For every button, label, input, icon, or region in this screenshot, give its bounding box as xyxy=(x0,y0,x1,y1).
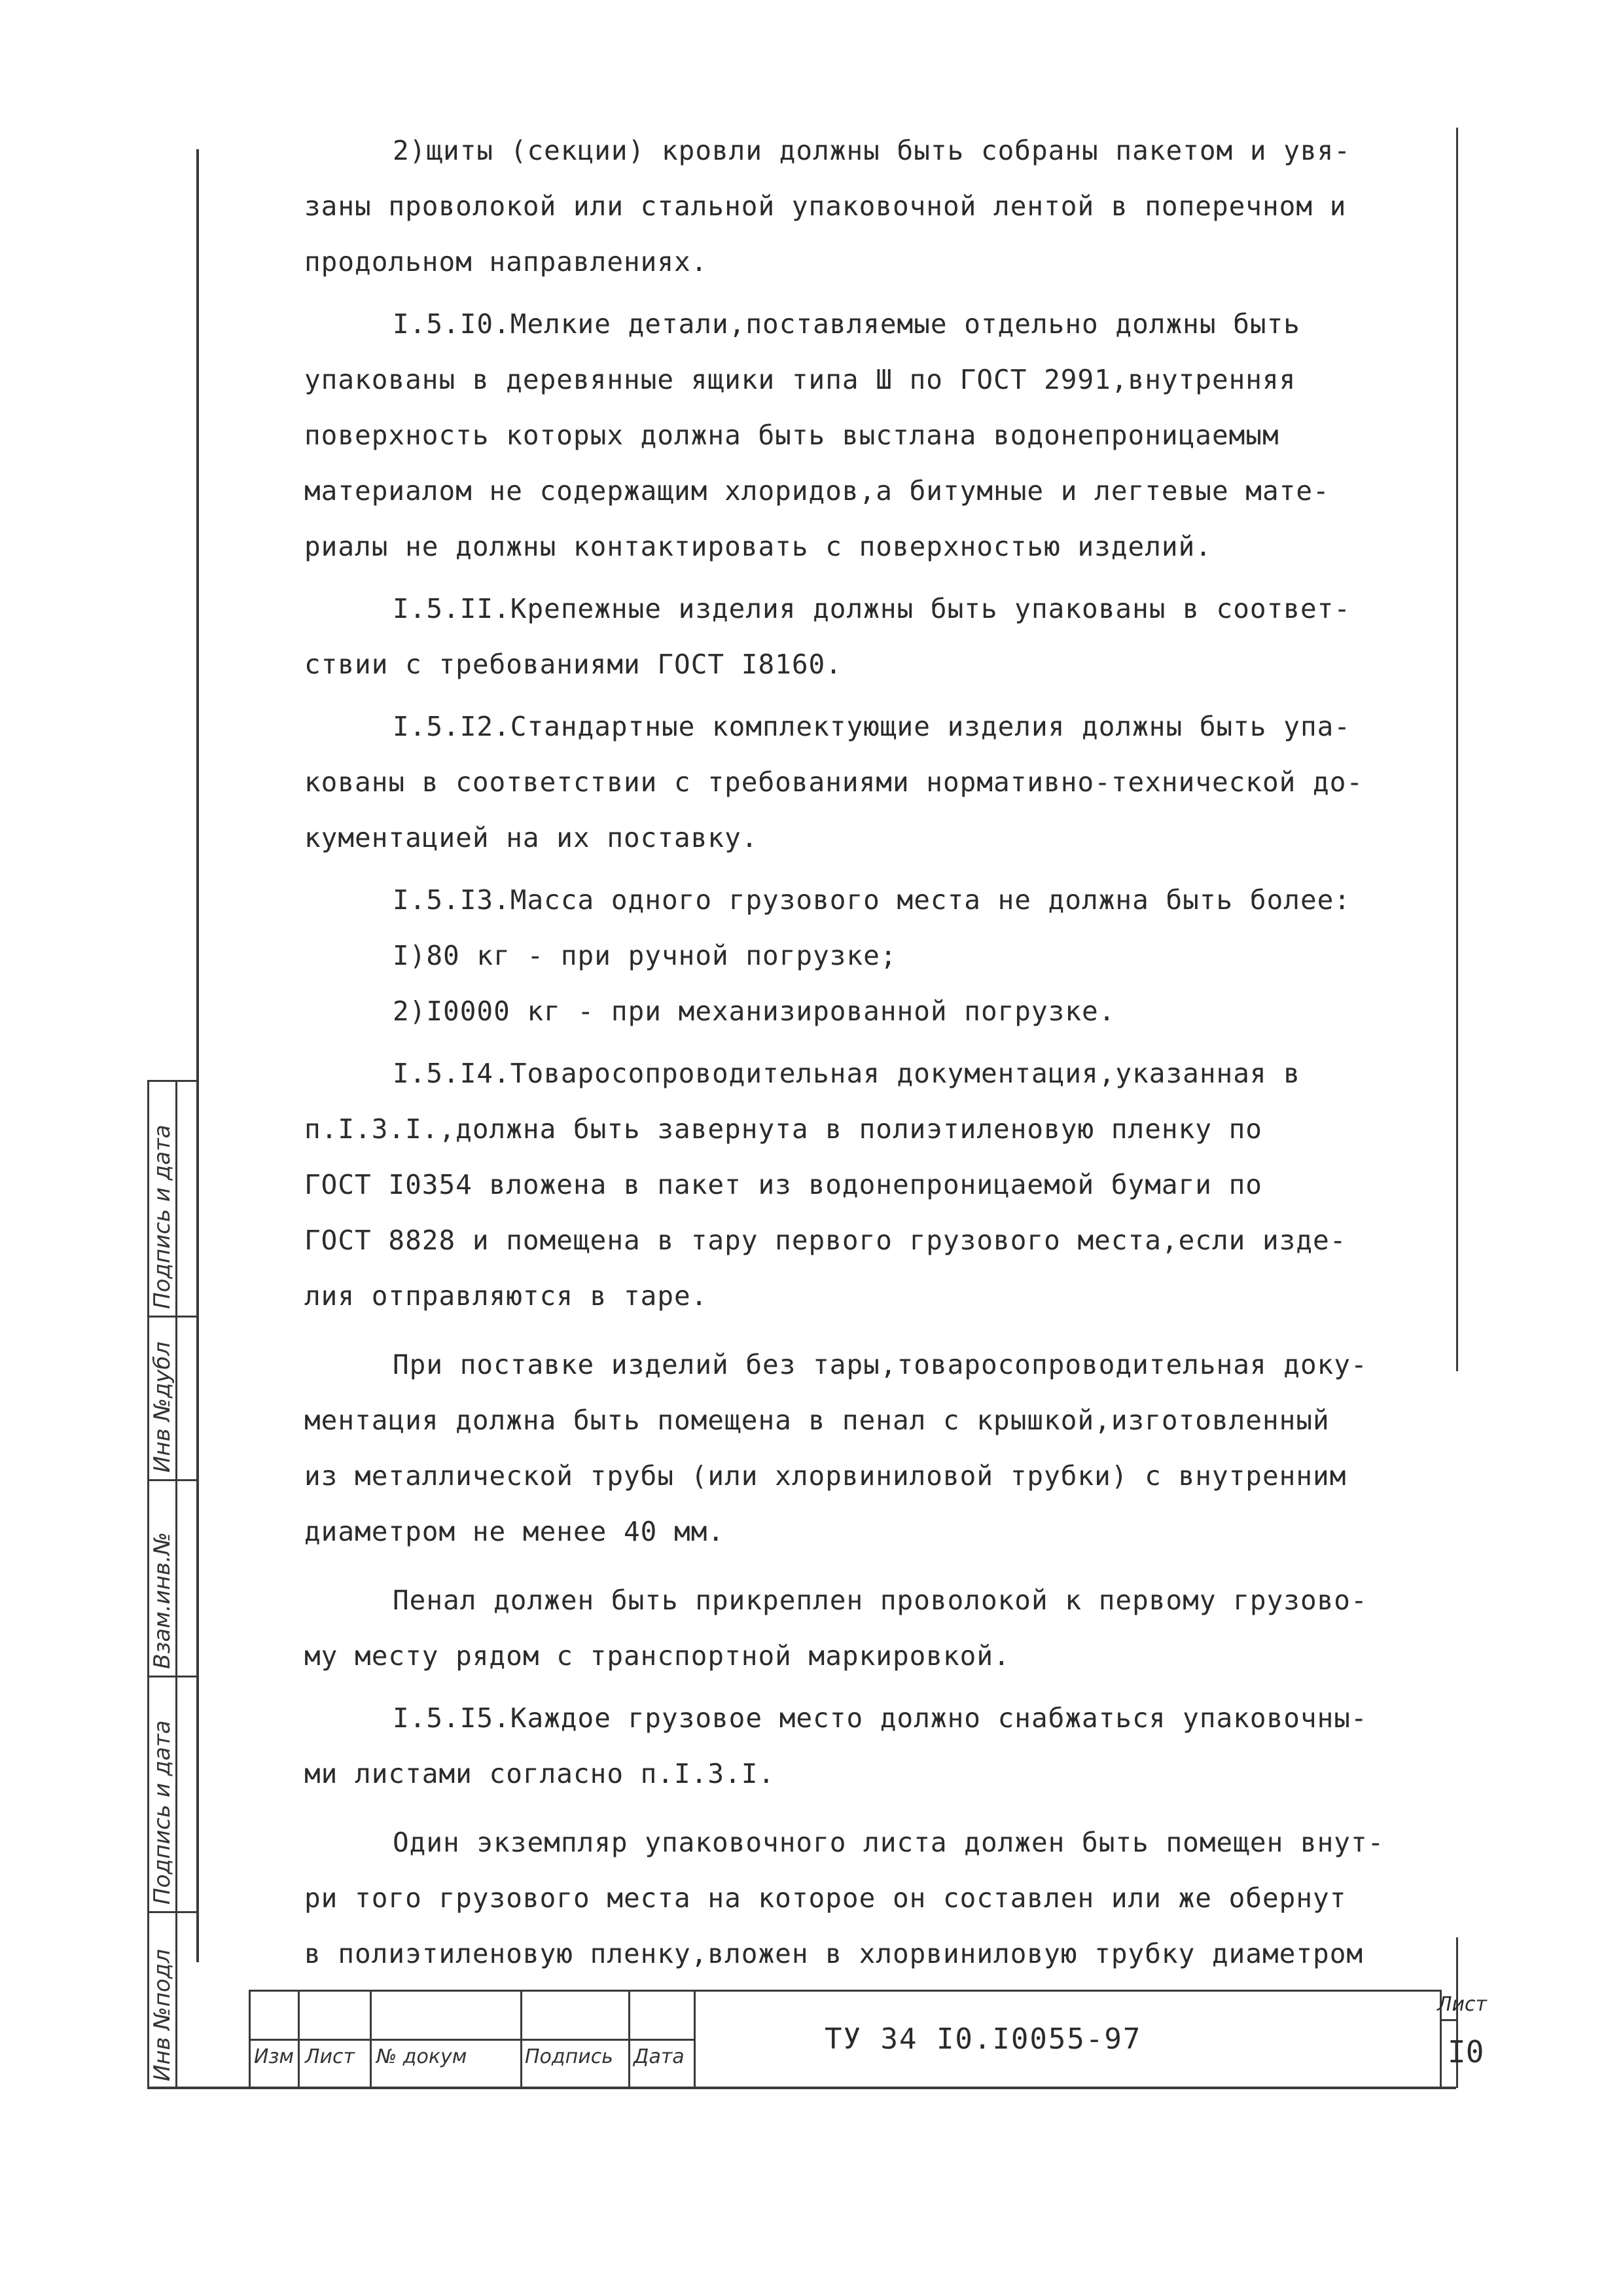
text-line: кументацией на их поставку. xyxy=(304,822,758,853)
text-line: ри того грузового места на которое он составлен или же обернут xyxy=(304,1882,1347,1914)
text-line: продольном направлениях. xyxy=(304,246,708,278)
text-line: п.I.3.I.,должна быть завернута в полиэтиленовую пленку по xyxy=(304,1113,1262,1145)
frame-left-line xyxy=(196,149,199,1962)
title-block-col xyxy=(520,1990,522,2088)
title-block-col xyxy=(628,1990,630,2088)
text-line: Пенал должен быть прикреплен проволокой к первому грузово- xyxy=(393,1585,1368,1616)
text-line: ГОСТ I0354 вложена в пакет из водонепроницаемой бумаги по xyxy=(304,1169,1262,1200)
document-code: ТУ 34 I0.I0055-97 xyxy=(825,2022,1142,2056)
side-label-inv-orig: Инв №подл xyxy=(149,1948,175,2081)
title-block-col xyxy=(694,1990,696,2088)
text-line: ментация должна быть помещена в пенал с крышкой,изготовленный xyxy=(304,1405,1330,1436)
text-line: риалы не должны контактировать с поверхностью изделий. xyxy=(304,531,1212,562)
text-line: упакованы в деревянные ящики типа Ш по ГОСТ 2991,внутренняя xyxy=(304,364,1296,395)
sheet-number: I0 xyxy=(1448,2034,1484,2070)
side-stamp-divider xyxy=(147,1676,198,1677)
text-line: I.5.I4.Товаросопроводительная документация,указанная в xyxy=(393,1058,1300,1089)
side-stamp-top xyxy=(147,1080,198,1082)
text-line: 2)I0000 кг - при механизированной погрузке. xyxy=(393,996,1116,1027)
text-line: I.5.I3.Масса одного грузового места не должна быть более: xyxy=(393,884,1351,916)
title-block-col xyxy=(370,1990,372,2088)
side-stamp-divider xyxy=(147,1479,198,1481)
text-line: I.5.I0.Мелкие детали,поставляемые отдельно должны быть xyxy=(393,308,1300,340)
side-label-sign-date-2: Подпись и дата xyxy=(149,1124,175,1309)
title-block-top xyxy=(249,1990,1440,1992)
side-label-inv-dup: Инв №дубл xyxy=(149,1341,175,1473)
text-line: в полиэтиленовую пленку,вложен в хлорвиниловую трубку диаметром xyxy=(304,1938,1364,1969)
side-stamp-divider xyxy=(147,1316,198,1318)
side-label-sign-date-1: Подпись и дата xyxy=(149,1720,175,1905)
side-label-replace-inv: Взам.инв.№ xyxy=(149,1532,175,1669)
text-line: 2)щиты (секции) кровли должны быть собраны пакетом и увя- xyxy=(393,135,1351,166)
frame-right-line xyxy=(1456,128,1458,1371)
title-block-col xyxy=(249,1990,251,2088)
col-sheet-label: Лист xyxy=(305,2045,355,2068)
side-stamp-inner xyxy=(175,1080,177,2088)
title-block-mid xyxy=(249,2039,694,2041)
text-line: При поставке изделий без тары,товаросопроводительная доку- xyxy=(393,1349,1368,1380)
text-line: лия отправляются в таре. xyxy=(304,1280,708,1312)
col-date-label: Дата xyxy=(633,2045,685,2068)
side-stamp-divider xyxy=(147,1911,198,1913)
text-line: ми листами согласно п.I.3.I. xyxy=(304,1758,776,1789)
sheet-label: Лист xyxy=(1437,1993,1488,2016)
text-line: поверхность которых должна быть выстлана водонепроницаемым xyxy=(304,420,1279,451)
text-line: ствии с требованиями ГОСТ I8160. xyxy=(304,649,842,680)
text-line: I.5.II.Крепежные изделия должны быть упакованы в соответ- xyxy=(393,593,1351,624)
text-line: I.5.I5.Каждое грузовое место должно снабжаться упаковочны- xyxy=(393,1702,1368,1734)
sheet-cell-divider xyxy=(1440,2019,1458,2021)
text-line: I)80 кг - при ручной погрузке; xyxy=(393,940,897,971)
title-block-col xyxy=(298,1990,300,2088)
text-line: из металлической трубы (или хлорвиниловой трубки) с внутренним xyxy=(304,1460,1347,1492)
text-line: заны проволокой или стальной упаковочной лентой в поперечном и xyxy=(304,190,1347,222)
col-signature-label: Подпись xyxy=(525,2045,613,2068)
col-doc-no-label: № докум xyxy=(376,2045,467,2068)
text-line: материалом не содержащим хлоридов,а битумные и легтевые мате- xyxy=(304,475,1330,507)
text-line: кованы в соответствии с требованиями нормативно-технической до- xyxy=(304,766,1364,798)
text-line: диаметром не менее 40 мм. xyxy=(304,1516,725,1547)
col-change-label: Изм xyxy=(254,2045,294,2068)
title-block-bottom xyxy=(147,2087,1456,2089)
text-line: Один экземпляр упаковочного листа должен быть помещен внут- xyxy=(393,1827,1385,1858)
text-line: му месту рядом с транспортной маркировкой. xyxy=(304,1640,1010,1672)
text-line: I.5.I2.Стандартные комплектующие изделия должны быть упа- xyxy=(393,711,1351,742)
text-line: ГОСТ 8828 и помещена в тару первого грузового места,если изде- xyxy=(304,1225,1347,1256)
